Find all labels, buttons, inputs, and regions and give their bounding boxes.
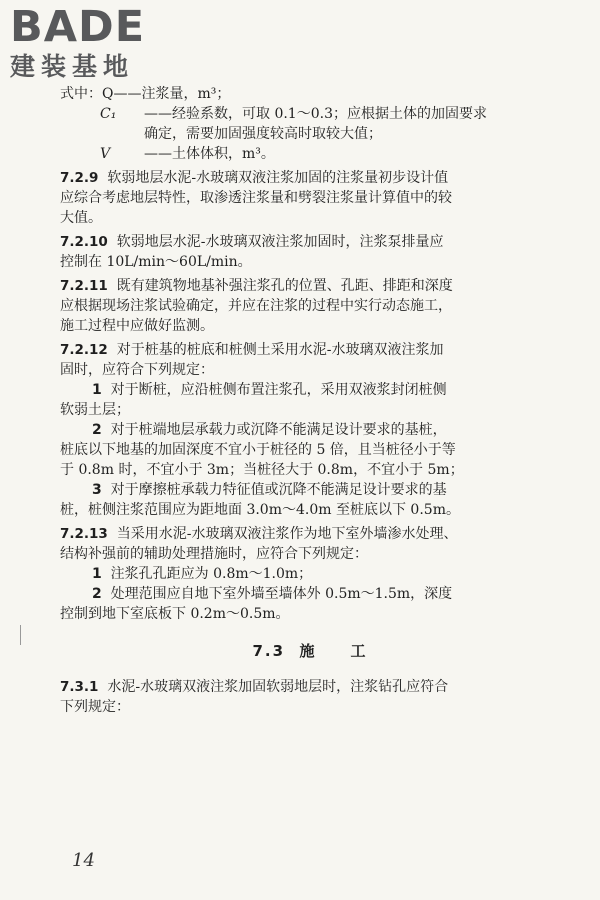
variable-definitions [60, 84, 560, 164]
definition-continuation: 确定，需要加固强度较高时取较大值； [144, 126, 382, 142]
clause-text: 软弱地层水泥-水玻璃双液注浆加固时，注浆泵排量应 [116, 234, 444, 250]
definition-c1 [60, 104, 560, 124]
clause-7-2-11 [60, 276, 560, 336]
definition-symbol: C₁ [100, 106, 117, 122]
clause-number: 7.2.9 [60, 170, 99, 186]
item-text: 桩底以下地基的加固深度不宜小于桩径的 5 倍，且当桩径小于等 [60, 442, 456, 458]
definition-text: ——注浆量，m³； [113, 86, 231, 102]
section-heading-7-3 [60, 640, 560, 661]
definition-v [60, 144, 560, 164]
clause-7-3-1 [60, 677, 560, 717]
logo-text-cn: 建装基地 [10, 52, 135, 81]
clause-text: 大值。 [60, 210, 102, 226]
section-title-char: 施 [299, 642, 317, 660]
clause-number: 7.2.11 [60, 278, 108, 294]
item-text: 对于摩擦桩承载力特征值或沉降不能满足设计要求的基 [110, 482, 447, 498]
item-text: 处理范围应自地下室外墙至墙体外 0.5m～1.5m，深度 [110, 586, 453, 602]
clause-7-2-13 [60, 524, 560, 624]
clause-text: 软弱地层水泥-水玻璃双液注浆加固的注浆量初步设计值 [107, 170, 449, 186]
clause-text: 当采用水泥-水玻璃双液注浆作为地下室外墙渗水处理、 [116, 526, 458, 542]
definition-text: ——经验系数，可取 0.1～0.3；应根据土体的加固要求 [144, 106, 487, 122]
item-number: 3 [92, 482, 102, 498]
clause-text: 施工过程中应做好监测。 [60, 318, 214, 334]
page-number: 14 [72, 850, 95, 871]
item-number: 2 [92, 422, 102, 438]
item-text: 对于桩端地层承载力或沉降不能满足设计要求的基桩， [110, 422, 447, 438]
clause-text: 应综合考虑地层特性，取渗透注浆量和劈裂注浆量计算值中的较 [60, 190, 452, 206]
clause-number: 7.2.10 [60, 234, 108, 250]
clause-text: 既有建筑物地基补强注浆孔的位置、孔距、排距和深度 [116, 278, 453, 294]
publisher-logo [10, 4, 180, 82]
clause-7-2-9 [60, 168, 560, 228]
clause-7-2-10 [60, 232, 560, 272]
clause-text: 对于桩基的桩底和桩侧土采用水泥-水玻璃双液注浆加 [116, 342, 444, 358]
item-text: 于 0.8m 时，不宜小于 3m；当桩径大于 0.8m，不宜小于 5m； [60, 462, 464, 478]
definition-text: ——土体体积，m³。 [144, 146, 275, 162]
clause-text: 应根据现场注浆试验确定，并应在注浆的过程中实行动态施工， [60, 298, 452, 314]
item-text: 对于断桩，应沿桩侧布置注浆孔，采用双液浆封闭桩侧 [110, 382, 447, 398]
clause-text: 控制在 10L/min～60L/min。 [60, 254, 252, 270]
clause-text: 下列规定： [60, 699, 130, 715]
margin-mark [20, 625, 27, 645]
clause-number: 7.3.1 [60, 679, 99, 695]
clause-7-2-12 [60, 340, 560, 520]
logo-text-en: BADE [10, 2, 146, 52]
clause-text: 结构补强前的辅助处理措施时，应符合下列规定： [60, 546, 368, 562]
item-text: 注浆孔孔距应为 0.8m～1.0m； [110, 566, 313, 582]
item-text: 桩，桩侧注浆范围应为距地面 3.0m～4.0m 至桩底以下 0.5m。 [60, 502, 460, 518]
clause-number: 7.2.12 [60, 342, 108, 358]
clause-number: 7.2.13 [60, 526, 108, 542]
item-text: 软弱土层； [60, 402, 130, 418]
definition-symbol: V [100, 146, 111, 162]
section-number: 7.3 [252, 642, 286, 660]
item-number: 2 [92, 586, 102, 602]
document-body [60, 84, 560, 721]
section-title-char: 工 [350, 642, 368, 660]
clause-text: 水泥-水玻璃双液注浆加固软弱地层时，注浆钻孔应符合 [107, 679, 449, 695]
item-number: 1 [92, 382, 102, 398]
definition-symbol: 式中：Q [60, 86, 114, 102]
definition-q [60, 84, 560, 104]
clause-text: 固时，应符合下列规定： [60, 362, 214, 378]
item-number: 1 [92, 566, 102, 582]
item-text: 控制到地下室底板下 0.2m～0.5m。 [60, 606, 290, 622]
